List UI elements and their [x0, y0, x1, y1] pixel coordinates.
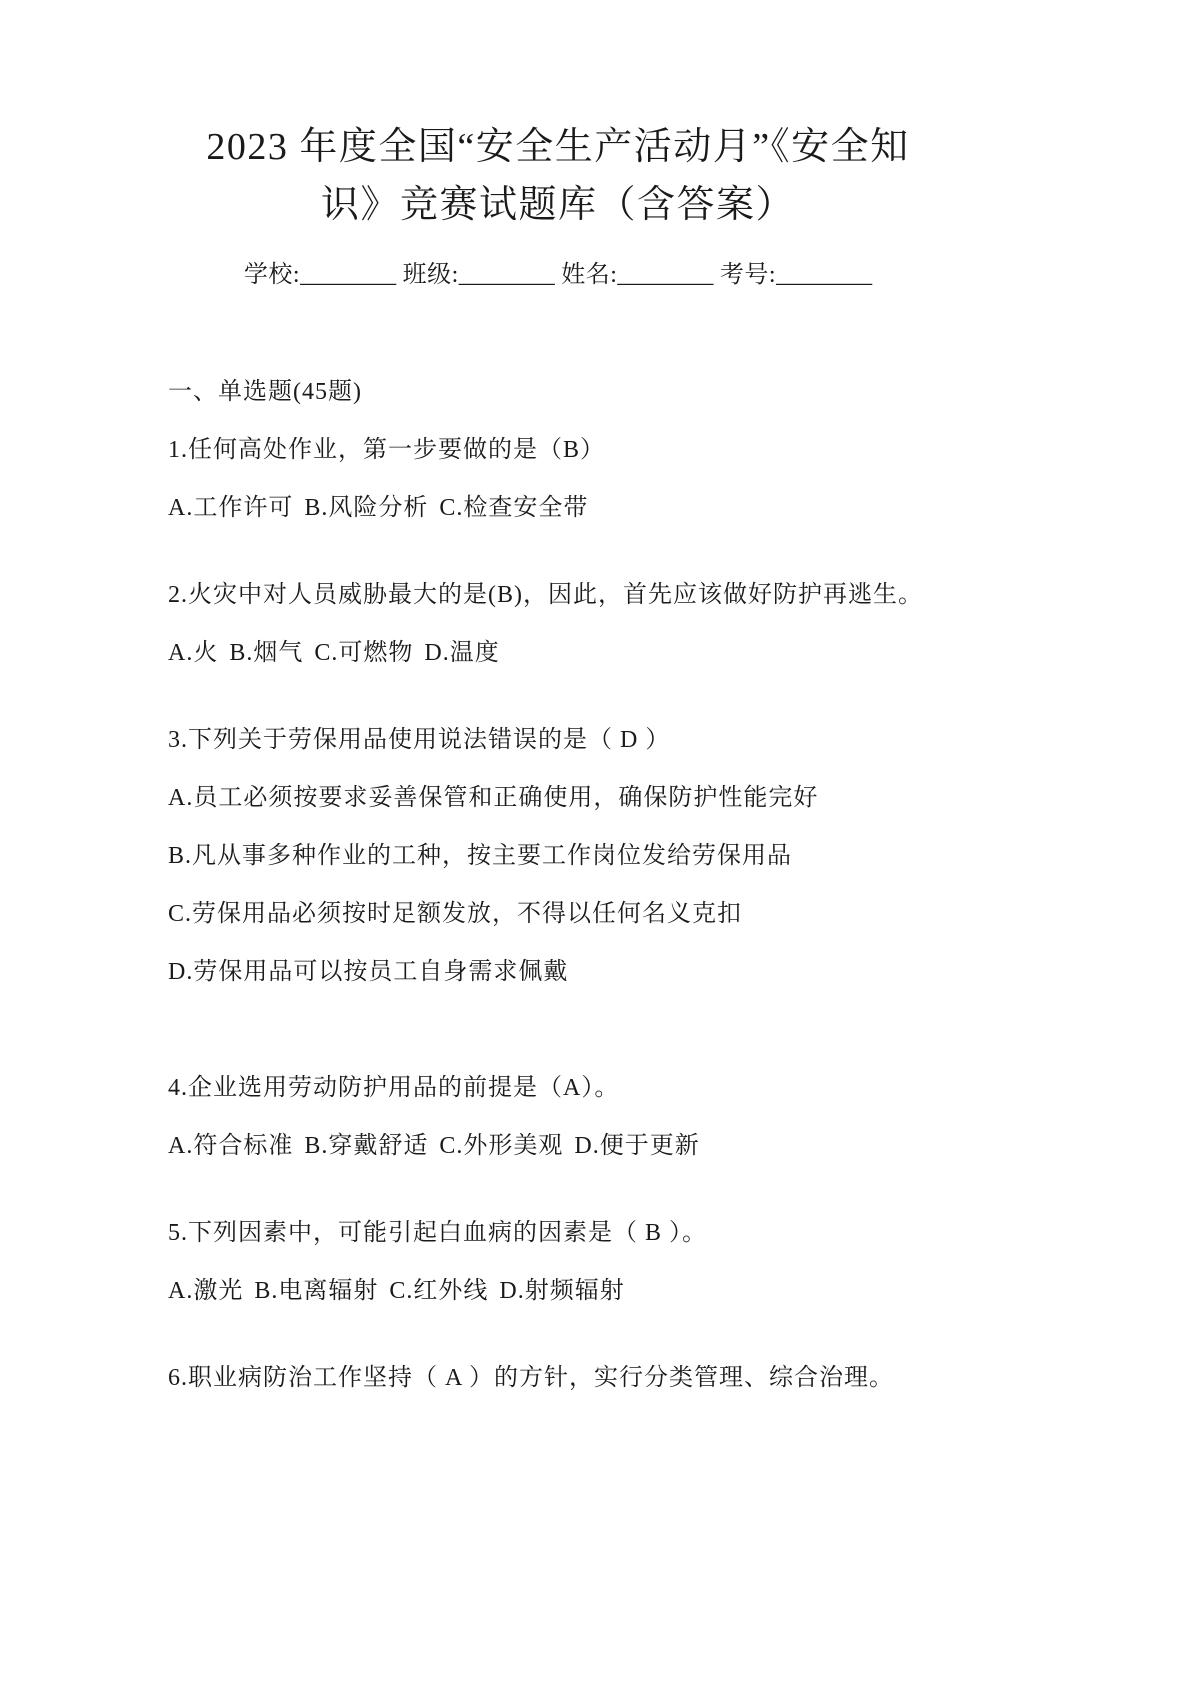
option-d: D.便于更新	[574, 1133, 700, 1159]
info-label: 学校:	[243, 262, 301, 288]
info-field-exam-number	[720, 262, 872, 288]
student-info-line	[168, 260, 948, 290]
option-b: B.烟气	[229, 640, 304, 666]
info-field-name	[561, 262, 713, 288]
option-line	[168, 479, 948, 537]
option-d: D.劳保用品可以按员工自身需求佩戴	[168, 959, 569, 985]
option-b: B.电离辐射	[254, 1278, 379, 1304]
option-b: B.穿戴舒适	[304, 1133, 429, 1159]
title-line-2: 识》竞赛试题库（含答案）	[320, 184, 795, 226]
option-c: C.外形美观	[439, 1133, 564, 1159]
option-line	[168, 769, 948, 827]
option-d: D.射频辐射	[499, 1278, 625, 1304]
option-c: C.检查安全带	[439, 495, 589, 521]
option-b: B.风险分析	[304, 495, 429, 521]
info-blank: ________	[776, 262, 873, 288]
info-field-class	[403, 262, 555, 288]
section-heading: 一、单选题(45题)	[168, 379, 362, 405]
option-b: B.凡从事多种作业的工种，按主要工作岗位发给劳保用品	[168, 843, 793, 869]
question-1	[168, 421, 948, 537]
title-line-1: 2023 年度全国“安全生产活动月”《安全知	[206, 126, 910, 168]
info-label: 考号:	[719, 262, 777, 288]
question-stem: 5.下列因素中，可能引起白血病的因素是（ B ）。	[168, 1220, 708, 1246]
option-line	[168, 624, 948, 682]
option-a: A.火	[168, 640, 219, 666]
question-6	[168, 1349, 948, 1407]
question-stem: 3.下列关于劳保用品使用说法错误的是（ D ）	[168, 727, 671, 753]
info-blank: ________	[617, 262, 714, 288]
option-line	[168, 1117, 948, 1175]
question-stem: 1.任何高处作业，第一步要做的是（B）	[168, 437, 606, 463]
question-stem: 4.企业选用劳动防护用品的前提是（A）。	[168, 1075, 620, 1101]
question-3	[168, 711, 948, 1001]
document-content	[168, 118, 948, 1407]
option-d: D.温度	[424, 640, 500, 666]
question-stem: 6.职业病防治工作坚持（ A ）的方针，实行分类管理、综合治理。	[168, 1365, 895, 1391]
info-label: 班级:	[402, 262, 459, 288]
option-line	[168, 1262, 948, 1320]
option-a: A.工作许可	[168, 495, 294, 521]
info-label: 姓名:	[561, 262, 618, 288]
option-line	[168, 943, 948, 1001]
option-c: C.劳保用品必须按时足额发放，不得以任何名义克扣	[168, 901, 743, 927]
info-blank: ________	[458, 262, 555, 288]
info-blank: ________	[300, 262, 397, 288]
question-2	[168, 566, 948, 682]
option-a: A.符合标准	[168, 1133, 294, 1159]
option-line	[168, 885, 948, 943]
option-c: C.红外线	[389, 1278, 489, 1304]
option-c: C.可燃物	[314, 640, 414, 666]
document-title	[168, 118, 948, 234]
option-line	[168, 827, 948, 885]
question-5	[168, 1204, 948, 1320]
info-field-school	[244, 262, 396, 288]
option-a: A.员工必须按要求妥善保管和正确使用，确保防护性能完好	[168, 785, 819, 811]
question-stem: 2.火灾中对人员威胁最大的是(B)，因此，首先应该做好防护再逃生。	[168, 582, 923, 608]
question-4	[168, 1059, 948, 1175]
option-a: A.激光	[168, 1278, 244, 1304]
